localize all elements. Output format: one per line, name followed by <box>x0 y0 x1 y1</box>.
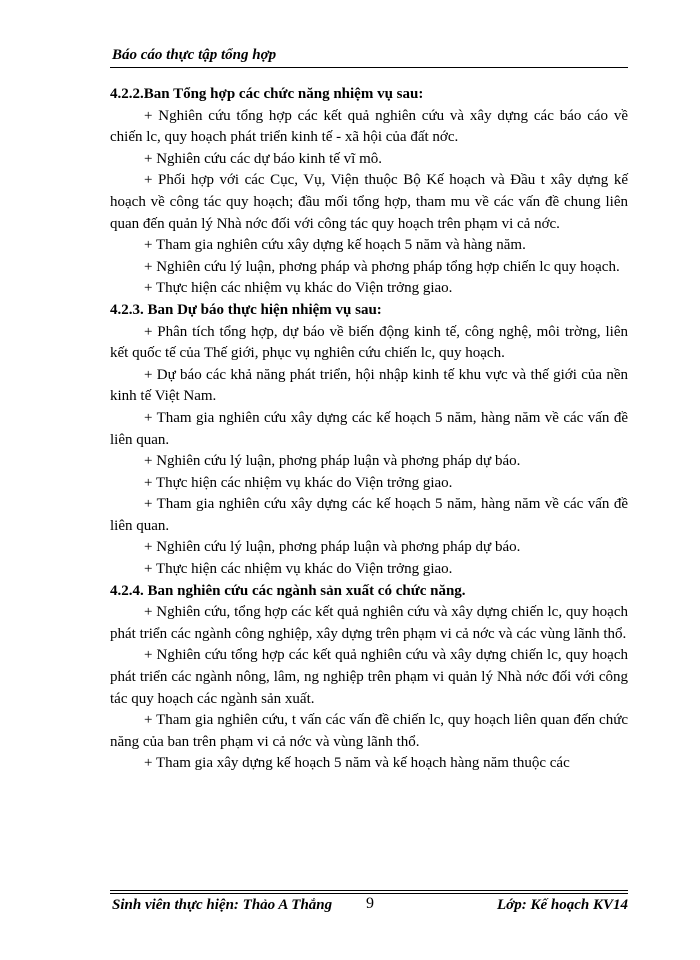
list-item: + Tham gia nghiên cứu xây dựng kế hoạch 5 năm và hàng năm. <box>144 237 526 254</box>
document-body <box>110 84 628 775</box>
section-heading: 4.2.4. Ban nghiên cứu các ngành sản xuất có chức năng. <box>110 582 466 599</box>
list-item: + Tham gia nghiên cứu xây dựng các kế hoạch 5 năm, hàng năm về các vấn đề liên quan. <box>110 409 628 448</box>
footer-rule-top <box>110 890 628 891</box>
footer-class: Lớp: Kế hoạch KV14 <box>497 897 628 913</box>
list-item: + Nghiên cứu lý luận, phơng pháp luận và phơng pháp dự báo. <box>144 539 521 556</box>
page-number: 9 <box>366 895 374 912</box>
list-item: + Nghiên cứu lý luận, phơng pháp luận và phơng pháp dự báo. <box>144 453 521 470</box>
list-item: + Tham gia nghiên cứu xây dựng các kế hoạch 5 năm, hàng năm về các vấn đề liên quan. <box>110 496 628 534</box>
section-heading: 4.2.3. Ban Dự báo thực hiện nhiệm vụ sau: <box>110 301 382 318</box>
list-item: + Phân tích tổng hợp, dự báo về biến động kinh tế, công nghệ, môi trờng, liên kết quốc tế của Thế giới, phục vụ nghiên cứu chiến lc, quy hoạch. <box>110 323 628 362</box>
page-header-title: Báo cáo thực tập tổng hợp <box>112 47 277 63</box>
list-item: + Nghiên cứu các dự báo kinh tế vĩ mô. <box>144 150 382 167</box>
list-item: + Thực hiện các nhiệm vụ khác do Viện trởng giao. <box>144 561 453 578</box>
header-rule <box>110 67 628 68</box>
list-item: + Nghiên cứu, tổng hợp các kết quả nghiên cứu và xây dựng chiến lc, quy hoạch phát triển các ngành công nghiệp, xây dựng trên phạm vi cả nớc và các vùng lãnh thổ. <box>110 604 628 642</box>
footer-rule-bottom <box>110 893 628 894</box>
list-item: + Nghiên cứu tổng hợp các kết quả nghiên cứu và xây dựng các báo cáo về chiến lc, quy hoạch phát triển kinh tế - xã hội của đất nớc. <box>110 107 628 146</box>
list-item: + Tham gia xây dựng kế hoạch 5 năm và kế hoạch hàng năm thuộc các <box>144 755 570 772</box>
list-item: + Nghiên cứu lý luận, phơng pháp và phơng pháp tổng hợp chiến lc quy hoạch. <box>144 258 620 275</box>
section-heading: 4.2.2.Ban Tổng hợp các chức năng nhiệm vụ sau: <box>110 86 424 102</box>
list-item: + Dự báo các khả năng phát triển, hội nhập kinh tế khu vực và thế giới của nền kinh tế Việt Nam. <box>110 366 628 405</box>
list-item: + Tham gia nghiên cứu, t vấn các vấn đề chiến lc, quy hoạch liên quan đến chức năng của ban trên phạm vi cả nớc và vùng lãnh thổ. <box>110 712 628 750</box>
list-item: + Thực hiện các nhiệm vụ khác do Viện trởng giao. <box>144 280 453 297</box>
list-item: + Nghiên cứu tổng hợp các kết quả nghiên cứu và xây dựng chiến lc, quy hoạch phát triển các ngành nông, lâm, ng nghiệp trên phạm vi quản lý Nhà nớc đối với công tác quy hoạch các ngành sản xuất. <box>110 647 628 707</box>
list-item: + Thực hiện các nhiệm vụ khác do Viện trởng giao. <box>144 474 453 491</box>
footer-student: Sinh viên thực hiện: Thảo A Thắng <box>112 897 333 913</box>
list-item: + Phối hợp với các Cục, Vụ, Viện thuộc Bộ Kế hoạch và Đầu t xây dựng kế hoạch về công tác quy hoạch; đầu mối tổng hợp, tham mu về các vấn đề chung liên quan đến quản lý Nhà nớc đối với công tác quy hoạch trên phạm vi cả nớc. <box>110 172 628 232</box>
